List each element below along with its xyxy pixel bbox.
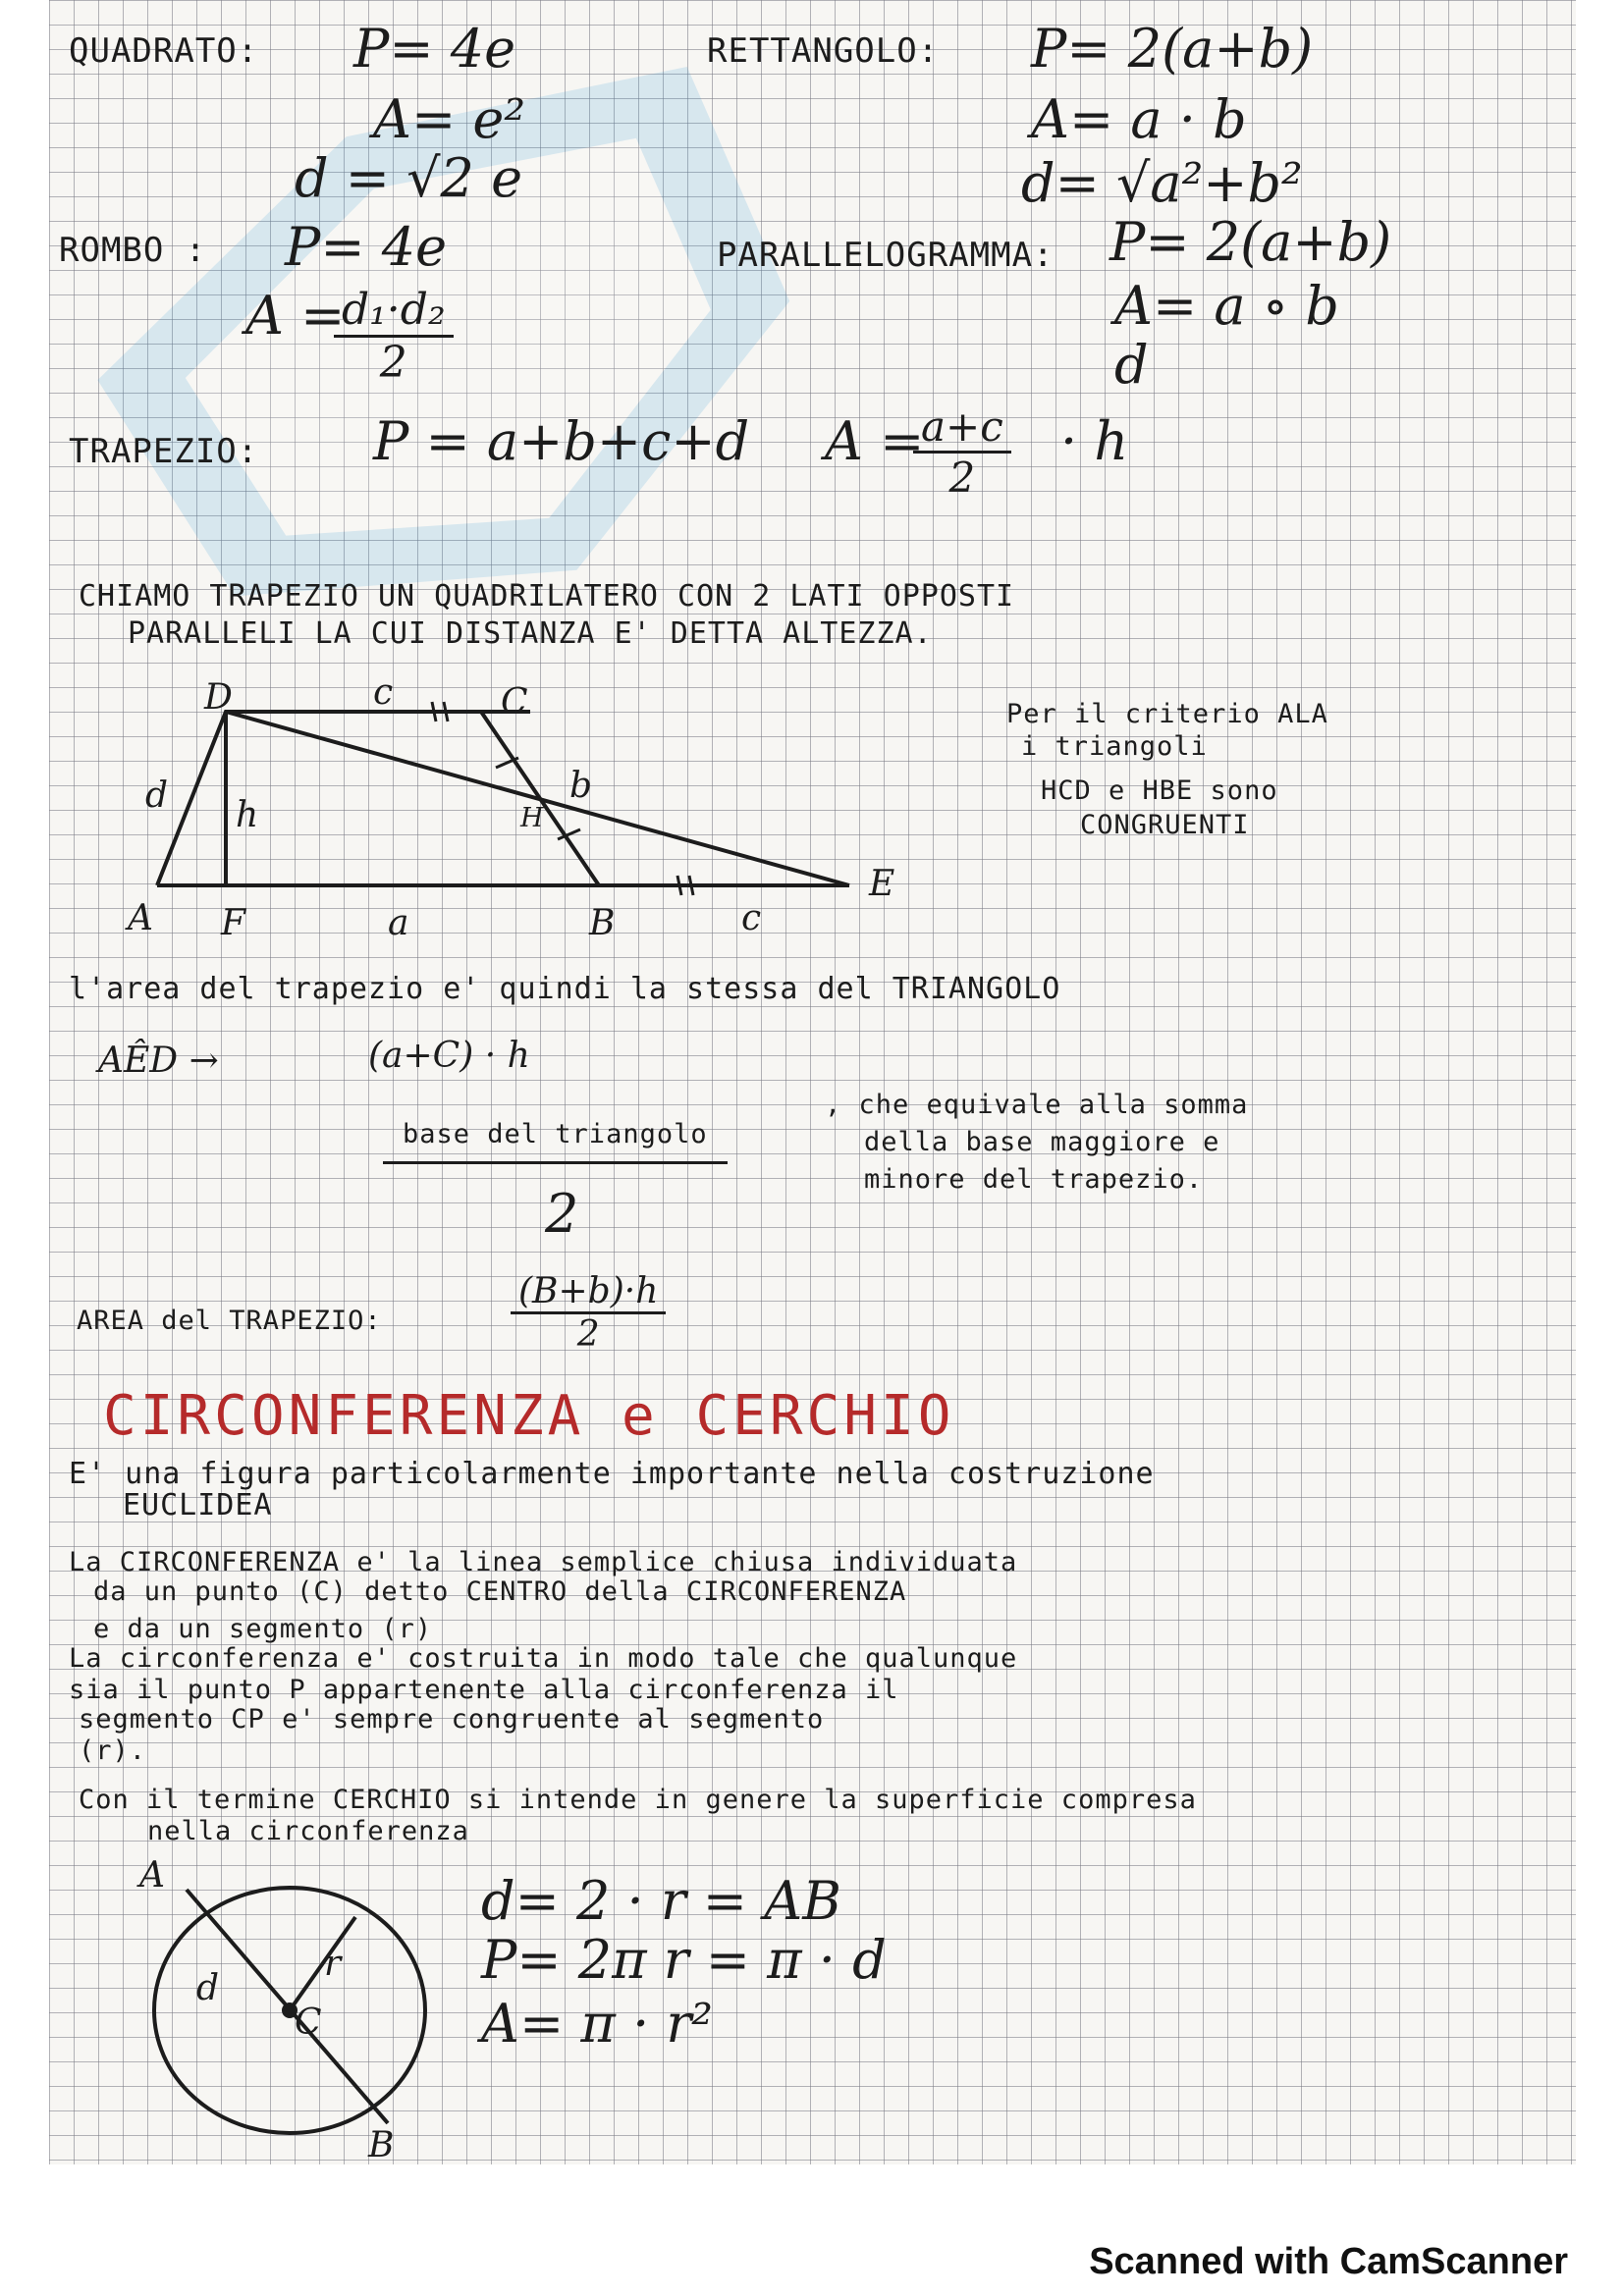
circle-p2-line-7: (r). (79, 1735, 147, 1766)
circle-p2-line-6: segmento CP e' sempre congruente al segmento (79, 1704, 825, 1735)
trapezio-area-fraction (913, 402, 1011, 502)
circle-p2-line-3: e da un segmento (r) (93, 1614, 433, 1644)
label-C: C (501, 682, 528, 722)
circle-label-B: B (368, 2125, 395, 2164)
rombo-perimeter: P= 4e (285, 216, 448, 278)
circle-p3-line-1: Con il termine CERCHIO si intende in genere la superficie compresa (79, 1785, 1197, 1815)
label-D: D (204, 677, 233, 718)
scanner-footer: Scanned with CamScanner (1089, 2241, 1568, 2282)
area-explanation-line-1: l'area del trapezio e' quindi la stessa del TRIANGOLO (69, 972, 1061, 1006)
definition-line-1: CHIAMO TRAPEZIO UN QUADRILATERO CON 2 LATI OPPOSTI (79, 579, 1015, 614)
area-triangle-denominator: 2 (545, 1183, 579, 1245)
label-F: F (221, 903, 245, 943)
rettangolo-area: A= a · b (1031, 88, 1247, 150)
circle-p3-line-2: nella circonferenza (147, 1816, 469, 1846)
circle-label-r: r (324, 1944, 342, 1984)
label-h: h (236, 795, 259, 835)
area-note-line-1: , che equivale alla somma (825, 1090, 1249, 1120)
quadrato-label: QUADRATO: (69, 31, 259, 71)
quadrato-area: A= e² (373, 88, 526, 150)
area-note-line-2: della base maggiore e (864, 1127, 1220, 1157)
circle-p2-line-5: sia il punto P appartenente alla circonferenza il (69, 1675, 899, 1705)
rombo-area-numerator: d₁·d₂ (334, 285, 454, 338)
notebook-page (49, 0, 1576, 2164)
area-triangle-base-label: base del triangolo (383, 1119, 728, 1164)
rombo-area-fraction (334, 285, 454, 388)
rettangolo-label: RETTANGOLO: (707, 31, 940, 71)
trapezio-area-numerator: a+c (913, 402, 1011, 454)
trapezio-area-denominator: 2 (948, 454, 976, 502)
circle-p2-line-4: La circonferenza e' costruita in modo tale che qualunque (69, 1643, 1018, 1674)
area-trapezio-denominator: 2 (576, 1314, 600, 1355)
trapezio-perimeter: P = a+b+c+d (373, 410, 750, 472)
parallelogramma-perimeter: P= 2(a+b) (1109, 211, 1392, 273)
circle-p1-line-1: E' una figura particolarmente importante nella costruzione (69, 1457, 1155, 1491)
label-H: H (520, 803, 544, 833)
circle-p2-line-2: da un punto (C) detto CENTRO della CIRCONFERENZA (93, 1576, 907, 1607)
rettangolo-diagonal: d= √a²+b² (1021, 152, 1303, 214)
section-title: CIRCONFERENZA e CERCHIO (103, 1384, 955, 1448)
label-E: E (869, 864, 895, 904)
parallelogramma-label: PARALLELOGRAMMA: (717, 236, 1055, 275)
area-trapezio-fraction (511, 1271, 666, 1355)
area-trapezio-label: AREA del TRAPEZIO: (77, 1306, 382, 1336)
parallelogramma-diagonal: d (1114, 334, 1149, 396)
definition-line-2: PARALLELI LA CUI DISTANZA E' DETTA ALTEZZA. (128, 616, 933, 651)
label-A: A (128, 898, 153, 938)
trapezio-label: TRAPEZIO: (69, 432, 259, 471)
parallelogramma-area: A= a ∘ b (1114, 275, 1339, 337)
area-triangle-name: AÊD → (98, 1041, 219, 1081)
circle-label-C: C (295, 2002, 322, 2043)
rombo-area-lhs: A = (245, 285, 346, 347)
label-c-bottom: c (741, 898, 762, 938)
circle-p2-line-1: La CIRCONFERENZA e' la linea semplice chiusa individuata (69, 1547, 1018, 1577)
criterio-line-1: Per il criterio ALA (1006, 699, 1328, 729)
criterio-line-2: i triangoli (1021, 731, 1208, 762)
trapezio-area-rhs: · h (1060, 410, 1129, 472)
label-d: d (145, 775, 169, 816)
area-triangle-numerator: (a+C) · h (368, 1036, 530, 1076)
label-B: B (589, 903, 616, 943)
rombo-label: ROMBO : (59, 231, 207, 270)
trapezio-area-lhs: A = (825, 410, 925, 472)
circle-label-d: d (196, 1968, 220, 2008)
circle-formula-area: A= π · r² (481, 1993, 713, 2055)
label-c-top: c (373, 672, 394, 713)
quadrato-diagonal: d = √2 e (295, 147, 523, 209)
rombo-area-denominator: 2 (379, 338, 407, 388)
label-b: b (569, 766, 593, 806)
label-a: a (388, 903, 409, 943)
rettangolo-perimeter: P= 2(a+b) (1031, 18, 1314, 80)
circle-p1-line-2: EUCLIDEA (123, 1488, 273, 1522)
circle-label-A: A (139, 1855, 165, 1896)
quadrato-perimeter: P= 4e (353, 18, 516, 80)
circle-formula-diameter: d= 2 · r = AB (481, 1870, 841, 1932)
criterio-line-4: CONGRUENTI (1080, 810, 1250, 840)
circle-formula-perimeter: P= 2π r = π · d (481, 1929, 887, 1991)
area-note-line-3: minore del trapezio. (864, 1164, 1204, 1195)
criterio-line-3: HCD e HBE sono (1041, 775, 1278, 806)
area-trapezio-numerator: (B+b)·h (511, 1271, 666, 1314)
